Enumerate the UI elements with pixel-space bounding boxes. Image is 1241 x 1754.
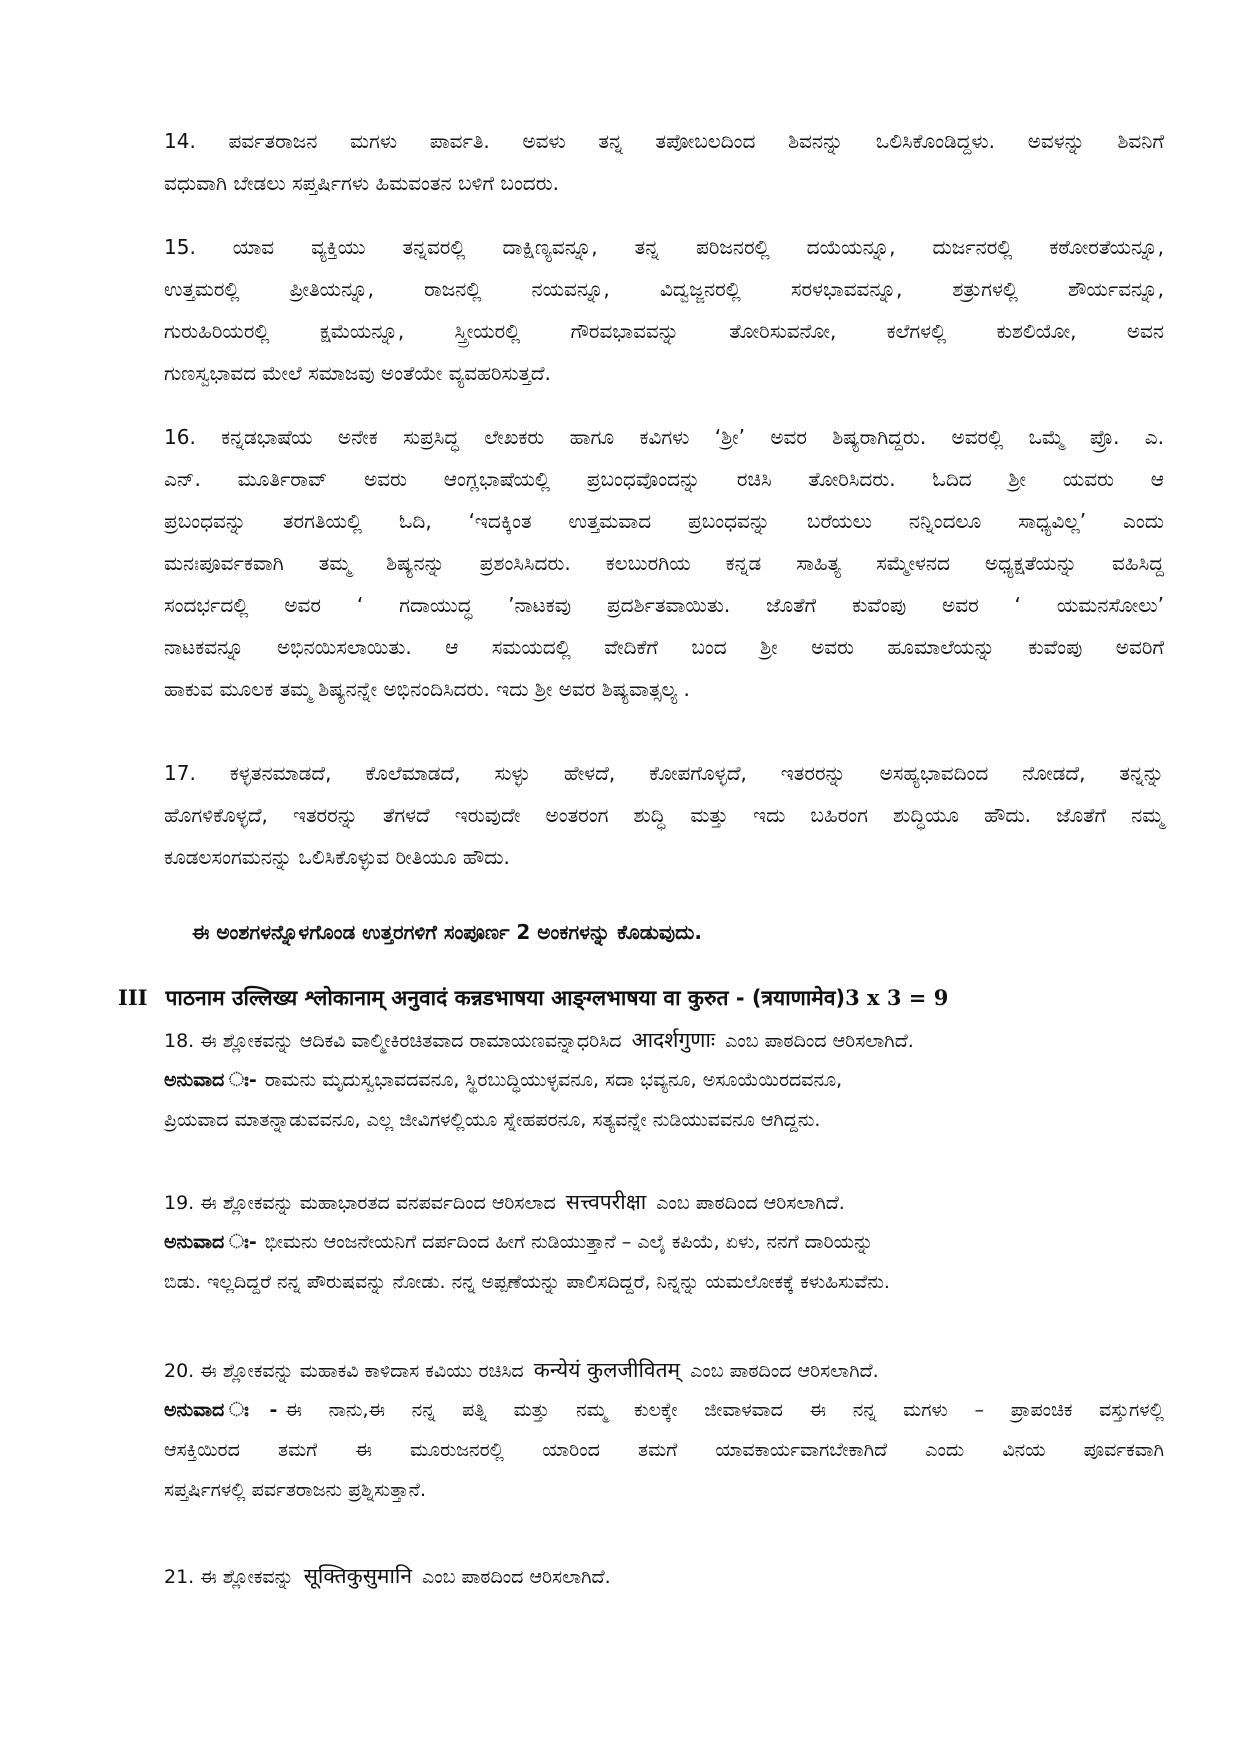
translation-line <box>164 1390 1164 1430</box>
question-source-line <box>164 1350 1164 1390</box>
source-text: ಎಂಬ ಪಾಠದಿಂದ ಆರಿಸಲಾಗಿದೆ. <box>690 1360 879 1382</box>
section-title: पाठनाम उल्लिख्य श्लोकानाम् अनुवादं कन्नडभाषया आङ्ग्लभाषया वा कुरुत - (त्रयाणामेव) <box>165 986 846 1010</box>
source-text: 21. ಈ ಶ್ಲೋಕವನ್ನು <box>164 1566 294 1588</box>
answer-20 <box>164 1350 1164 1510</box>
question-source-line <box>164 1182 1164 1222</box>
source-text: 19. ಈ ಶ್ಲೋಕವನ್ನು ಮಹಾಭಾರತದ ವನಪರ್ವದಿಂದ ಆರಿಸಲಾದ <box>164 1192 556 1214</box>
section-marks: 3 x 3 = 9 <box>845 985 949 1010</box>
lesson-name: सूक्तिकुसुमानि <box>303 1564 413 1588</box>
translation-text: ರಾಮನು ಮೃದುಸ್ವಭಾವದವನೂ, ಸ್ಥಿರಬುದ್ಧಿಯುಳ್ಳವನೂ, ಸದಾ ಭವ್ಯನೂ, ಅಸೂಯೆಯಿರದವನೂ, <box>264 1069 843 1091</box>
answer-19 <box>164 1182 1164 1302</box>
source-text: 20. ಈ ಶ್ಲೋಕವನ್ನು ಮಹಾಕವಿ ಕಾಳಿದಾಸ ಕವಿಯು ರಚಿಸಿದ <box>164 1360 524 1382</box>
source-text: 18. ಈ ಶ್ಲೋಕವನ್ನು ಆದಿಕವಿ ವಾಲ್ಮೀಕಿರಚಿತವಾದ ರಾಮಾಯಣವನ್ನಾಧರಿಸಿದ <box>164 1030 622 1052</box>
answer-line: ಹಾಕುವ ಮೂಲಕ ತಮ್ಮ ಶಿಷ್ಯನನ್ನೇ ಅಭಿನಂದಿಸಿದರು. ಇದು ಶ್ರೀ ಅವರ ಶಿಷ್ಯವಾತ್ಸಲ್ಯ . <box>164 677 690 701</box>
answer-line: 17. ಕಳ್ಳತನಮಾಡದೆ, ಕೊಲೆಮಾಡದೆ, ಸುಳ್ಳು ಹೇಳದೆ, ಕೋಪಗೊಳ್ಳದೆ, ಇತರರನ್ನು ಅಸಹ್ಯಭಾವದಿಂದ ನೋಡದೆ, ತನ್ನನ್ನು <box>164 761 1164 785</box>
section-number: III <box>118 985 148 1010</box>
answer-17 <box>164 752 1164 878</box>
answer-line: ಉತ್ತಮರಲ್ಲಿ ಪ್ರೀತಿಯನ್ನೂ, ರಾಜನಲ್ಲಿ ನಯವನ್ನೂ, ವಿದ್ವಜ್ಜನರಲ್ಲಿ ಸರಳಭಾವವನ್ನೂ, ಶತ್ರುಗಳಲ್ಲಿ ಶೌರ್ಯವನ್ನೂ, <box>164 277 1164 301</box>
translation-line: ಪ್ರಿಯವಾದ ಮಾತನ್ನಾಡುವವನೂ, ಎಲ್ಲ ಜೀವಿಗಳಲ್ಲಿಯೂ ಸ್ನೇಹಪರನೂ, ಸತ್ಯವನ್ನೇ ನುಡಿಯುವವನೂ ಆಗಿದ್ದನು. <box>164 1109 821 1131</box>
answer-21 <box>164 1556 1164 1596</box>
answer-line: ಎನ್. ಮೂರ್ತಿರಾವ್ ಅವರು ಆಂಗ್ಲಭಾಷೆಯಲ್ಲಿ ಪ್ರಬಂಧವೊಂದನ್ನು ರಚಿಸಿ ತೋರಿಸಿದರು. ಓದಿದ ಶ್ರೀ ಯವರು ಆ <box>164 467 1164 491</box>
translation-text: ಈ ನಾನು,ಈ ನನ್ನ ಪತ್ನಿ ಮತ್ತು ನಮ್ಮ ಕುಲಕ್ಕೇ ಜೀವಾಳವಾದ ಈ ನನ್ನ ಮಗಳು – ಪ್ರಾಪಂಚಿಕ ವಸ್ತುಗಳಲ್ಲಿ <box>285 1399 1164 1421</box>
answer-line: ಗುರುಹಿರಿಯರಲ್ಲಿ ಕ್ಷಮೆಯನ್ನೂ, ಸ್ತ್ರೀಯರಲ್ಲಿ ಗೌರವಭಾವವನ್ನು ತೋರಿಸುವನೋ, ಕಲೆಗಳಲ್ಲಿ ಕುಶಲಿಯೋ, ಅವನ <box>164 319 1164 343</box>
source-text: ಎಂಬ ಪಾಠದಿಂದ ಆರಿಸಲಾಗಿದೆ. <box>422 1566 611 1588</box>
translation-line: ಬಿಡು. ಇಲ್ಲದಿದ್ದರೆ ನನ್ನ ಪೌರುಷವನ್ನು ನೋಡು. ನನ್ನ ಅಪ್ಪಣೆಯನ್ನು ಪಾಲಿಸದಿದ್ದರೆ, ನಿನ್ನನ್ನು ಯಮಲೋಕಕ್ಕೆ ಕಳುಹಿಸುವೆನು. <box>164 1271 890 1293</box>
answer-15 <box>164 226 1164 394</box>
translation-line <box>164 1060 1164 1100</box>
source-text: ಎಂಬ ಪಾಠದಿಂದ ಆರಿಸಲಾಗಿದೆ. <box>725 1030 914 1052</box>
translation-label: ಅನುವಾದ ಃ- <box>164 1231 257 1253</box>
answer-line: ಸಂದರ್ಭದಲ್ಲಿ ಅವರ ‘ ಗದಾಯುದ್ಧ ’ನಾಟಕವು ಪ್ರದರ್ಶಿತವಾಯಿತು. ಜೊತೆಗೆ ಕುವೆಂಪು ಅವರ ‘ ಯಮನಸೋಲು’ <box>164 593 1164 617</box>
question-source-line <box>164 1556 1164 1596</box>
answer-line: 16. ಕನ್ನಡಭಾಷೆಯ ಅನೇಕ ಸುಪ್ರಸಿದ್ಧ ಲೇಖಕರು ಹಾಗೂ ಕವಿಗಳು ‘ಶ್ರೀ’ ಅವರ ಶಿಷ್ಯರಾಗಿದ್ದರು. ಅವರಲ್ಲಿ ಒಮ್ಮೆ ಪ್ರೊ. ಎ. <box>164 425 1164 449</box>
answer-line: 14. ಪರ್ವತರಾಜನ ಮಗಳು ಪಾರ್ವತಿ. ಅವಳು ತನ್ನ ತಪೋಬಲದಿಂದ ಶಿವನನ್ನು ಒಲಿಸಿಕೊಂಡಿದ್ದಳು. ಅವಳನ್ನು ಶಿವನಿಗೆ <box>164 129 1164 153</box>
answer-line: ಮನಃಪೂರ್ವಕವಾಗಿ ತಮ್ಮ ಶಿಷ್ಯನನ್ನು ಪ್ರಶಂಸಿಸಿದರು. ಕಲಬುರಗಿಯ ಕನ್ನಡ ಸಾಹಿತ್ಯ ಸಮ್ಮೇಳನದ ಅಧ್ಯಕ್ಷತೆಯನ್ನು ವಹಿಸಿದ್ದ <box>164 551 1164 575</box>
question-source-line <box>164 1020 1164 1060</box>
translation-line <box>164 1222 1164 1262</box>
translation-line: ಸಪ್ತರ್ಷಿಗಳಲ್ಲಿ ಪರ್ವತರಾಜನು ಪ್ರಶ್ನಿಸುತ್ತಾನೆ. <box>164 1479 426 1501</box>
translation-line: ಆಸಕ್ತಿಯಿರದ ತಮಗೆ ಈ ಮೂರುಜನರಲ್ಲಿ ಯಾರಿಂದ ತಮಗೆ ಯಾವಕಾರ್ಯವಾಗಬೇಕಾಗಿದೆ ಎಂದು ವಿನಯ ಪೂರ್ವಕವಾಗಿ <box>164 1439 1164 1461</box>
translation-label: ಅನುವಾದ ಃ- <box>164 1069 257 1091</box>
source-text: ಎಂಬ ಪಾಠದಿಂದ ಆರಿಸಲಾಗಿದೆ. <box>656 1192 845 1214</box>
translation-label: ಅನುವಾದ ಃ- <box>164 1399 278 1421</box>
answer-line: ವಧುವಾಗಿ ಬೇಡಲು ಸಪ್ತರ್ಷಿಗಳು ಹಿಮವಂತನ ಬಳಿಗೆ ಬಂದರು. <box>164 171 560 195</box>
section-heading <box>118 984 948 1012</box>
lesson-name: सत्त्वपरीक्षा <box>565 1190 647 1214</box>
answer-line: 15. ಯಾವ ವ್ಯಕ್ತಿಯು ತನ್ನವರಲ್ಲಿ ದಾಕ್ಷಿಣ್ಯವನ್ನೂ, ತನ್ನ ಪರಿಜನರಲ್ಲಿ ದಯೆಯನ್ನೂ, ದುರ್ಜನರಲ್ಲಿ ಕಠೋರತೆಯನ್ನೂ, <box>164 235 1164 259</box>
answer-line: ಪ್ರಬಂಧವನ್ನು ತರಗತಿಯಲ್ಲಿ ಓದಿ, ‘ಇದಕ್ಕಿಂತ ಉತ್ತಮವಾದ ಪ್ರಬಂಧವನ್ನು ಬರೆಯಲು ನನ್ನಿಂದಲೂ ಸಾಧ್ಯವಿಲ್ಲ’ ಎಂದು <box>164 509 1164 533</box>
translation-text: ಭೀಮನು ಆಂಜನೇಯನಿಗೆ ದರ್ಪದಿಂದ ಹೀಗೆ ನುಡಿಯುತ್ತಾನೆ – ಎಲೈ ಕಪಿಯೆ, ಏಳು, ನನಗೆ ದಾರಿಯನ್ನು <box>264 1231 874 1253</box>
marks-note: ಈ ಅಂಶಗಳನ್ನೊಳಗೊಂಡ ಉತ್ತರಗಳಿಗೆ ಸಂಪೂರ್ಣ 2 ಅಂಕಗಳನ್ನು ಕೊಡುವುದು. <box>192 920 702 944</box>
answer-line: ಕೂಡಲಸಂಗಮನನ್ನು ಒಲಿಸಿಕೊಳ್ಳುವ ರೀತಿಯೂ ಹೌದು. <box>164 845 510 869</box>
answer-line: ಗುಣಸ್ವಭಾವದ ಮೇಲೆ ಸಮಾಜವು ಅಂತೆಯೇ ವ್ಯವಹರಿಸುತ್ತದೆ. <box>164 361 551 385</box>
answer-line: ಹೊಗಳಿಕೊಳ್ಳದೆ, ಇತರರನ್ನು ತೆಗಳದೆ ಇರುವುದೇ ಅಂತರಂಗ ಶುದ್ಧಿ ಮತ್ತು ಇದು ಬಹಿರಂಗ ಶುದ್ಧಿಯೂ ಹೌದು. ಜೊತೆಗೆ ನಮ್ಮ <box>164 803 1164 827</box>
lesson-name: आदर्शगुणाः <box>631 1028 716 1052</box>
answer-16 <box>164 416 1164 710</box>
lesson-name: कन्येयं कुलजीवितम् <box>533 1358 681 1382</box>
answer-18 <box>164 1020 1164 1140</box>
answer-14 <box>164 120 1164 204</box>
answer-line: ನಾಟಕವನ್ನೂ ಅಭಿನಯಿಸಲಾಯಿತು. ಆ ಸಮಯದಲ್ಲಿ ವೇದಿಕೆಗೆ ಬಂದ ಶ್ರೀ ಅವರು ಹೂಮಾಲೆಯನ್ನು ಕುವೆಂಪು ಅವರಿಗೆ <box>164 635 1164 659</box>
